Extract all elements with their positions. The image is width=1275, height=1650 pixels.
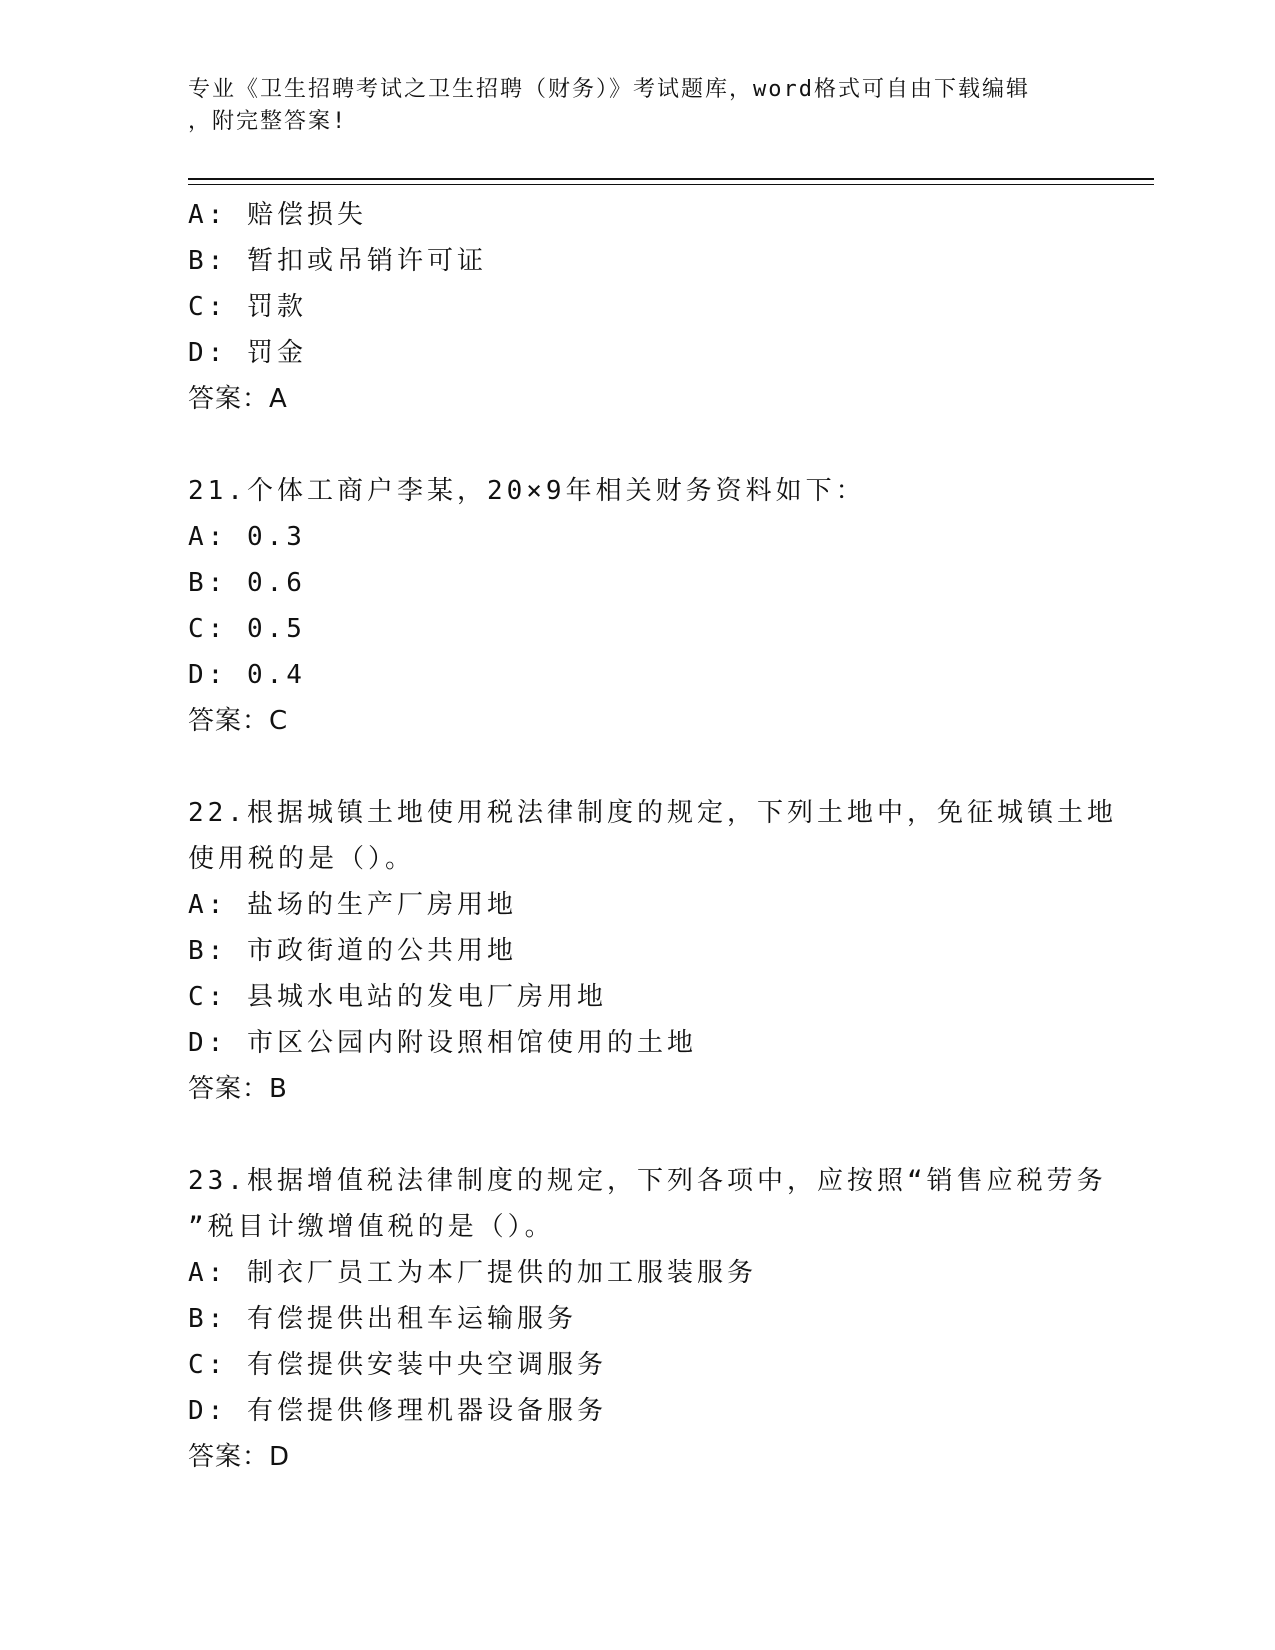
- option-d: D: 有偿提供修理机器设备服务: [188, 1396, 607, 1426]
- question-text-line-1: 22.根据城镇土地使用税法律制度的规定，下列土地中，免征城镇土地: [188, 798, 1117, 828]
- question-text-line-1: 23.根据增值税法律制度的规定，下列各项中，应按照“销售应税劳务: [188, 1166, 1107, 1196]
- option-c: C: 有偿提供安装中央空调服务: [188, 1350, 607, 1380]
- option-b: B: 有偿提供出租车运输服务: [188, 1304, 577, 1334]
- question-block-20: [188, 192, 1088, 422]
- spacer: [188, 1112, 1088, 1158]
- answer-line: 答案：C: [188, 706, 289, 736]
- option-a: A: 制衣厂员工为本厂提供的加工服装服务: [188, 1258, 757, 1288]
- question-block-21: [188, 468, 1088, 744]
- option-c: C: 罚款: [188, 292, 307, 322]
- document-header: [188, 74, 1088, 138]
- option-a: A: 0.3: [188, 522, 306, 552]
- option-b: B: 暂扣或吊销许可证: [188, 246, 487, 276]
- header-divider: [188, 178, 1154, 185]
- question-text: 21.个体工商户李某，20×9年相关财务资料如下：: [188, 476, 866, 506]
- option-d: D: 罚金: [188, 338, 307, 368]
- spacer: [188, 744, 1088, 790]
- option-d: D: 市区公园内附设照相馆使用的土地: [188, 1028, 697, 1058]
- answer-line: 答案：D: [188, 1442, 291, 1472]
- question-block-23: [188, 1158, 1107, 1480]
- option-c: C: 县城水电站的发电厂房用地: [188, 982, 607, 1012]
- option-d: D: 0.4: [188, 660, 306, 690]
- question-text-line-2: ”税目计缴增值税的是（）。: [188, 1212, 555, 1242]
- option-a: A: 盐场的生产厂房用地: [188, 890, 517, 920]
- answer-line: 答案：A: [188, 384, 288, 414]
- question-text-line-2: 使用税的是（）。: [188, 844, 416, 874]
- spacer: [188, 422, 1088, 468]
- option-c: C: 0.5: [188, 614, 306, 644]
- option-a: A: 赔偿损失: [188, 200, 367, 230]
- question-list: [188, 192, 1117, 1480]
- option-b: B: 0.6: [188, 568, 306, 598]
- header-line-1: 专业《卫生招聘考试之卫生招聘（财务）》考试题库，word格式可自由下载编辑: [188, 77, 1030, 102]
- header-line-2: ，附完整答案!: [188, 109, 348, 134]
- option-b: B: 市政街道的公共用地: [188, 936, 517, 966]
- question-block-22: [188, 790, 1117, 1112]
- answer-line: 答案：B: [188, 1074, 288, 1104]
